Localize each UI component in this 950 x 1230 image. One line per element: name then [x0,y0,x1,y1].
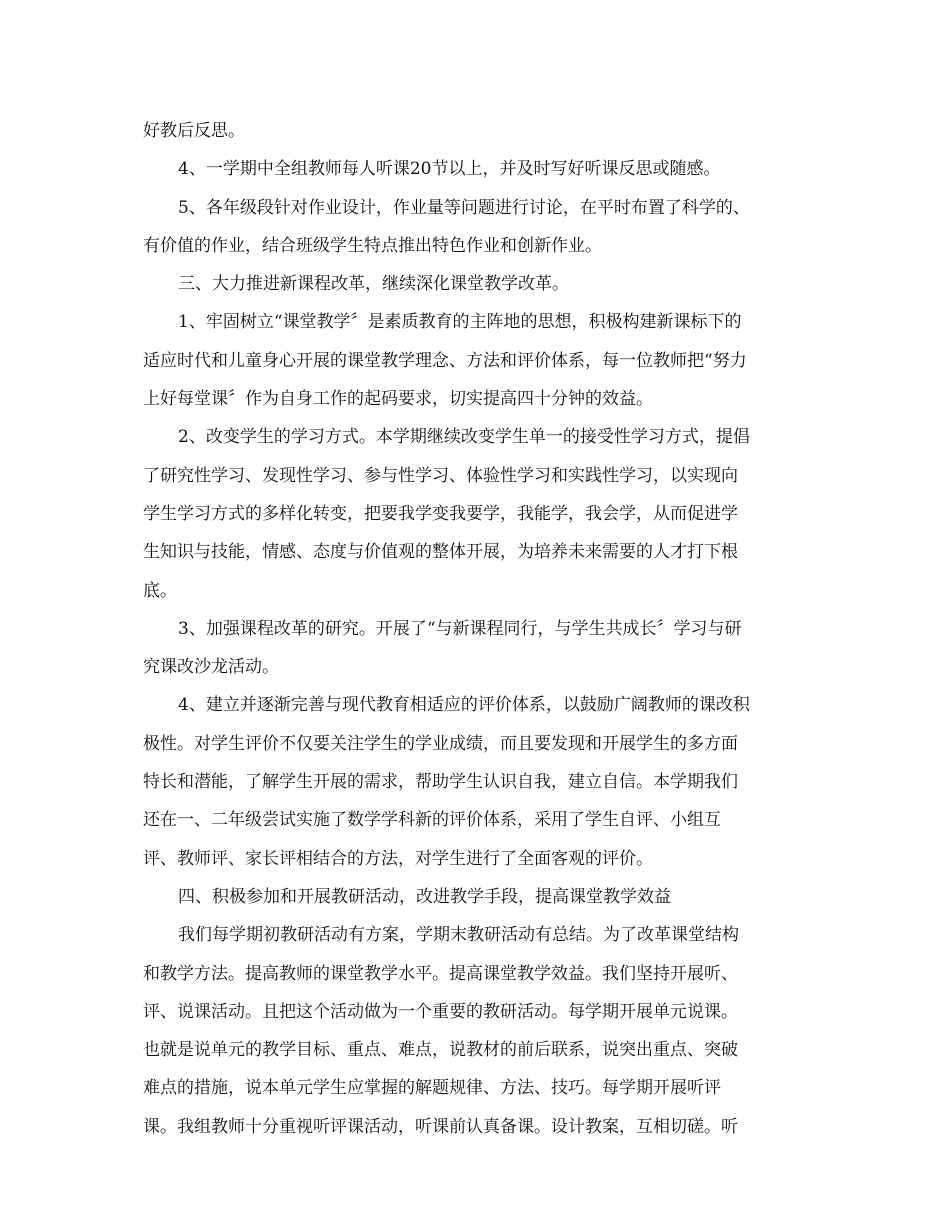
text-line: 适应时代和儿童身心开展的课堂教学理念、方法和评价体系，每一位教师把“努力 [143,350,747,371]
text-line: 难点的措施，说本单元学生应掌握的解题规律、方法、技巧。每学期开展听评 [143,1078,721,1099]
paragraph-line: 3、加强课程改革的研究。开展了“与新课程同行，与学生共成长〞学习与研 [178,618,742,639]
paragraph-line: 4、建立并逐渐完善与现代教育相适应的评价体系，以鼓励广阔教师的课改积 [178,695,750,716]
body-text [143,112,815,1146]
text-line: 究课改沙龙活动。 [143,657,279,678]
paragraph-line: 2、改变学生的学习方式。本学期继续改变学生单一的接受性学习方式，提倡 [178,427,750,448]
section-heading: 四、积极参加和开展教研活动，改进教学手段，提高课堂教学效益 [178,886,671,907]
text-line: 底。 [143,580,177,601]
text-line: 极性。对学生评价不仅要关注学生的学业成绩，而且要发现和开展学生的多方面 [143,733,738,754]
text-line: 上好每堂课〞作为自身工作的起码要求，切实提高四十分钟的效益。 [143,389,653,410]
text-line: 了研究性学习、发现性学习、参与性学习、体验性学习和实践性学习，以实现向 [143,465,738,486]
text-line: 好教后反思。 [143,121,245,141]
text-line: 有价值的作业，结合班级学生特点推出特色作业和创新作业。 [143,235,602,256]
section-heading: 三、大力推进新课程改革，继续深化课堂教学改革。 [178,274,569,295]
paragraph-line: 5、各年级段针对作业设计，作业量等问题进行讨论，在平时布置了科学的、 [178,197,750,218]
paragraph-line: 1、牢固树立“课堂教学〞是素质教育的主阵地的思想，积极构建新课标下的 [178,312,742,333]
paragraph-line: 4、一学期中全组教师每人听课20节以上，并及时写好听课反思或随感。 [178,159,721,180]
text-line: 特长和潜能，了解学生开展的需求，帮助学生认识自我，建立自信。本学期我们 [143,772,738,793]
text-line: 和教学方法。提高教师的课堂教学水平。提高课堂教学效益。我们坚持开展听、 [143,963,738,984]
text-line: 还在一、二年级尝试实施了数学学科新的评价体系，采用了学生自评、小组互 [143,810,721,831]
paragraph-line: 我们每学期初教研活动有方案，学期末教研活动有总结。为了改革课堂结构 [178,925,739,946]
text-line: 课。我组教师十分重视听评课活动，听课前认真备课。设计教案，互相切磋。听 [143,1116,738,1137]
text-line: 评、说课活动。且把这个活动做为一个重要的教研活动。每学期开展单元说课。 [143,1001,738,1022]
text-line: 学生学习方式的多样化转变，把要我学变我要学，我能学，我会学，从而促进学 [143,503,738,524]
text-line: 生知识与技能，情感、态度与价值观的整体开展，为培养未来需要的人才打下根 [143,542,738,563]
text-line: 评、教师评、家长评相结合的方法，对学生进行了全面客观的评价。 [143,848,653,869]
text-line: 也就是说单元的教学目标、重点、难点，说教材的前后联系，说突出重点、突破 [143,1040,738,1061]
